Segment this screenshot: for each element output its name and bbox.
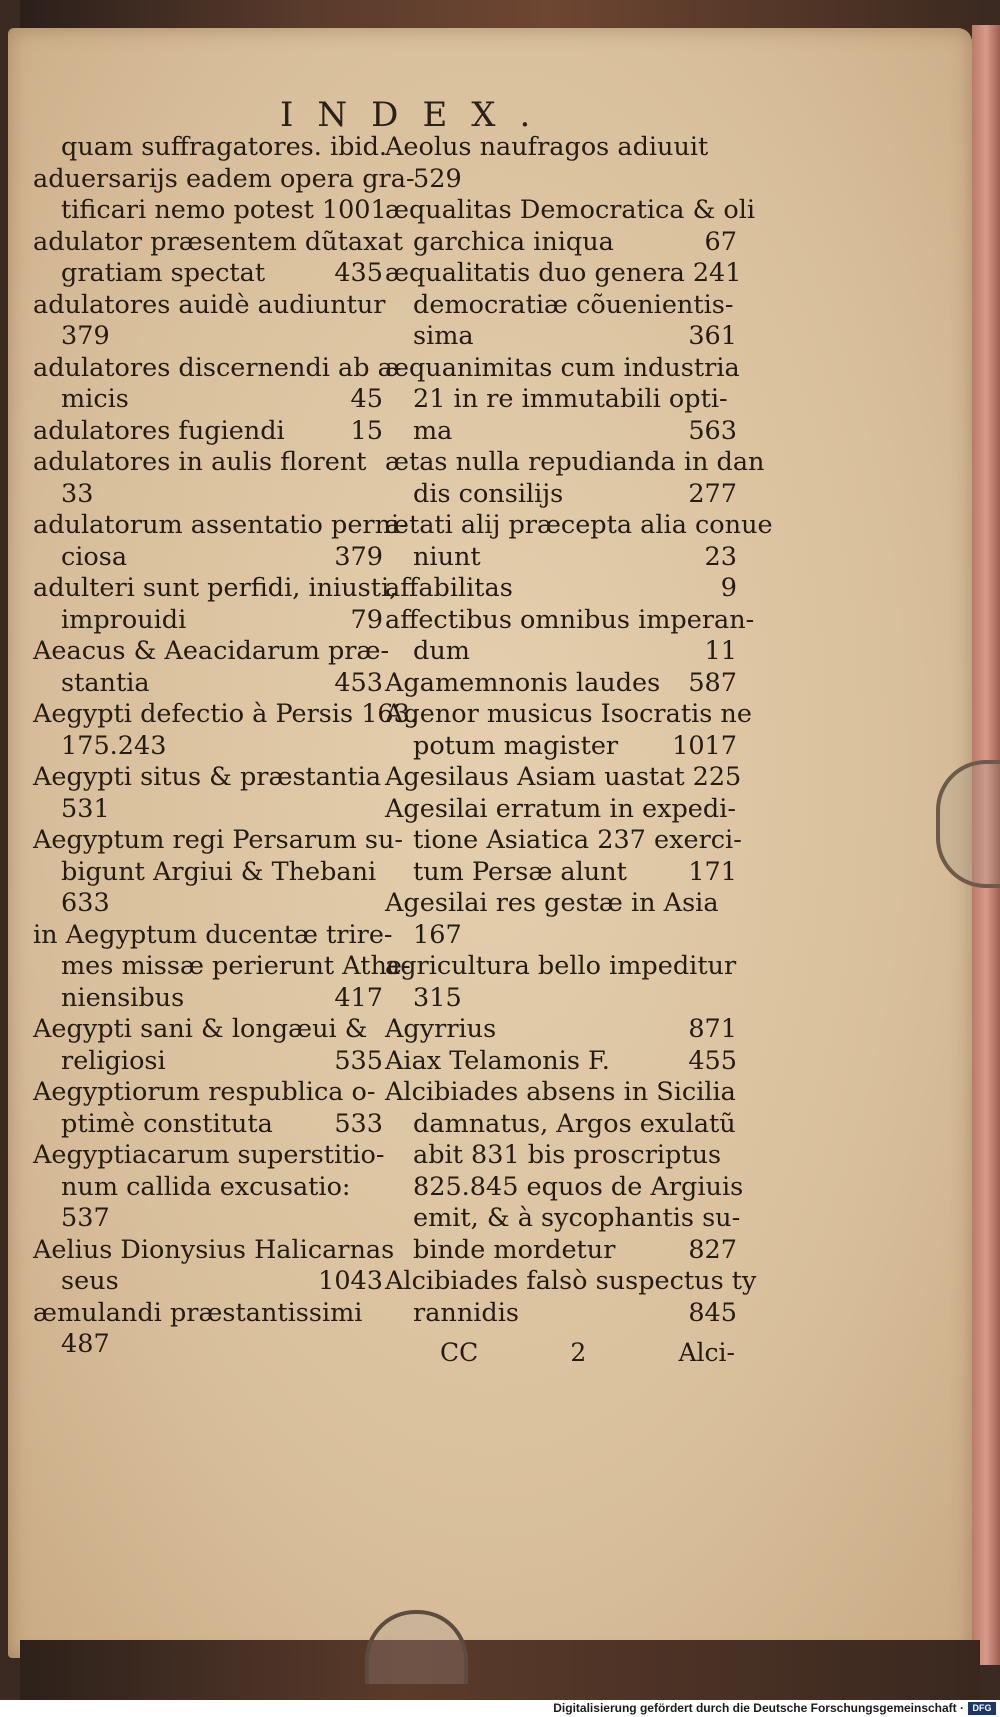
index-line	[385, 321, 737, 353]
index-page-number	[740, 1203, 748, 1235]
index-line	[385, 604, 755, 637]
index-page-number: 361	[688, 321, 737, 351]
index-line	[33, 352, 402, 385]
page-header: INDEX.	[280, 95, 555, 135]
index-entry-text: Agesilaus Asiam uastat	[385, 762, 685, 792]
index-line	[385, 1109, 737, 1141]
index-entry-text: Alcibiades absens in Sicilia	[385, 1077, 736, 1107]
index-entry-text: abit 831 bis proscriptus	[413, 1140, 722, 1170]
index-entry-text: Aiax Telamonis F.	[385, 1045, 610, 1076]
index-line	[33, 479, 383, 511]
index-page-number	[729, 164, 737, 196]
index-line	[33, 762, 383, 794]
index-line	[385, 983, 737, 1015]
index-entry-text: tione Asiatica 237 exerci-	[413, 825, 742, 855]
index-page-number	[736, 1109, 744, 1141]
index-page-number	[736, 1077, 744, 1109]
index-page-number: 587	[688, 667, 737, 698]
index-page-number	[729, 384, 737, 416]
index-entry-text: mes missæ perierunt Athe-	[61, 951, 411, 981]
index-line	[385, 857, 737, 889]
index-entry-text: 315	[413, 982, 462, 1013]
index-line	[33, 699, 418, 731]
index-page-number	[376, 1077, 384, 1109]
index-entry-text: adulatores auidè audiuntur	[33, 289, 386, 320]
index-page-number	[773, 510, 781, 542]
index-line	[385, 1298, 737, 1330]
index-page-number: 171	[688, 856, 737, 887]
index-line	[385, 1266, 757, 1298]
index-page-number: 67	[704, 226, 737, 257]
index-line	[33, 447, 383, 479]
index-entry-text: æmulandi præstantissimi	[33, 1297, 363, 1328]
index-line	[385, 352, 740, 385]
index-page-number: 417	[334, 982, 383, 1013]
index-entry-text: ætas nulla repudianda in dan	[385, 447, 765, 477]
index-page-number	[375, 479, 383, 511]
index-page-number: 845	[688, 1297, 737, 1328]
index-line	[33, 1140, 383, 1172]
index-line	[385, 479, 737, 511]
index-page-number	[375, 731, 383, 763]
index-line	[33, 542, 383, 574]
index-line	[33, 919, 393, 952]
index-line	[33, 1234, 395, 1267]
funding-credit: Digitalisierung gefördert durch die Deutsche Forschungsgemeinschaft ·	[553, 1701, 964, 1715]
index-line	[33, 888, 383, 920]
index-line	[385, 542, 737, 574]
index-line	[33, 605, 383, 637]
index-entry-text: garchica iniqua	[413, 226, 614, 257]
binding-bottom	[20, 1640, 980, 1700]
index-page-number: 453	[334, 667, 383, 698]
index-line	[385, 416, 737, 448]
index-page-number	[756, 1266, 764, 1298]
index-entry-text: Aegyptiorum respublica o-	[33, 1077, 376, 1107]
index-line	[385, 888, 737, 920]
index-entry-text: 379	[61, 321, 110, 351]
index-entry-text: 487	[61, 1329, 110, 1359]
index-line	[33, 1172, 383, 1204]
index-entry-text: 167	[413, 919, 462, 950]
index-page-number: 435	[334, 258, 383, 288]
signature-mark: CC	[440, 1338, 479, 1367]
index-column-right	[385, 132, 773, 1329]
index-page-number: 1001	[321, 195, 387, 225]
index-line	[385, 132, 737, 164]
index-line	[385, 227, 737, 259]
index-page-number	[729, 983, 737, 1015]
index-page-number: 9	[720, 573, 737, 603]
index-entry-text: affectibus omnibus imperan-	[385, 604, 755, 635]
index-page-number: 277	[688, 478, 737, 509]
index-line	[33, 731, 383, 763]
index-line	[385, 699, 752, 731]
index-entry-text: micis	[61, 384, 129, 414]
index-page-number	[375, 888, 383, 920]
index-line	[33, 384, 383, 416]
index-page-number: 11	[704, 636, 737, 666]
index-page-number	[742, 825, 750, 857]
index-line	[385, 1235, 737, 1267]
index-page-number: 79	[350, 604, 383, 635]
index-page-number: 535	[334, 1045, 383, 1076]
index-entry-text: adulatores fugiendi	[33, 415, 285, 446]
index-line	[33, 1329, 383, 1361]
index-entry-text: affabilitas	[385, 573, 513, 603]
index-entry-text: 531	[61, 793, 110, 824]
index-page-number	[375, 447, 383, 479]
index-line	[385, 825, 742, 857]
footer-bar	[0, 1700, 1000, 1717]
index-line	[385, 573, 737, 605]
index-page-number: 1043	[318, 1266, 383, 1296]
index-page-number: 23	[704, 541, 737, 572]
index-line	[33, 132, 388, 164]
index-line	[385, 920, 737, 952]
index-line	[33, 1109, 383, 1141]
index-page-number	[729, 1140, 737, 1172]
index-page-number	[729, 920, 737, 952]
index-line	[33, 258, 383, 290]
index-line	[33, 1014, 383, 1046]
index-line	[33, 951, 411, 983]
index-entry-text: 633	[61, 888, 110, 918]
index-line	[33, 825, 403, 857]
index-page-number	[752, 699, 760, 731]
index-line	[385, 1171, 744, 1204]
index-entry-text: niunt	[413, 541, 481, 572]
index-entry-text: ciosa	[61, 541, 128, 572]
index-line	[33, 794, 383, 826]
index-entry-text: æquanimitas cum industria	[385, 352, 740, 383]
index-page-number	[375, 321, 383, 353]
index-entry-text: Agyrrius	[385, 1014, 497, 1044]
index-entry-text: aduersarijs eadem opera gra-	[33, 163, 415, 194]
index-page-number	[375, 1172, 383, 1204]
index-line	[33, 668, 383, 700]
index-line	[385, 510, 773, 542]
index-line	[385, 1046, 737, 1078]
index-entry-text: improuidi	[61, 604, 187, 635]
index-entry-text: tum Persæ alunt	[413, 856, 627, 887]
index-entry-text: Agenor musicus Isocratis ne	[385, 699, 752, 729]
index-line	[385, 447, 765, 479]
index-page-number: 241	[692, 258, 742, 288]
index-page-number	[740, 353, 748, 385]
index-entry-text: Aegypti defectio à Persis 163.	[33, 699, 418, 729]
index-page-number: 45	[350, 384, 383, 414]
index-entry-text: in Aegyptum ducentæ trire-	[33, 919, 393, 950]
index-entry-text: sima	[413, 321, 474, 351]
index-page-number: 533	[334, 1108, 383, 1139]
index-entry-text: ma	[413, 415, 453, 446]
index-entry-text: stantia	[61, 667, 150, 698]
index-entry-text: Aegypti situs & præstantia	[33, 762, 382, 792]
catchword: Alci-	[678, 1338, 735, 1367]
index-entry-text: Aegyptiacarum superstitio-	[33, 1140, 385, 1170]
index-entry-text: adulator præsentem dũtaxat	[33, 226, 403, 257]
index-page-number	[736, 951, 744, 983]
index-entry-text: adulteri sunt perfidi, iniusti,	[33, 573, 398, 603]
index-line	[33, 321, 383, 353]
index-entry-text: 33	[61, 478, 94, 509]
index-entry-text: adulatorum assentatio perni-	[33, 510, 408, 540]
index-line	[385, 1014, 737, 1046]
index-entry-text: 537	[61, 1203, 110, 1233]
index-entry-text: potum magister	[413, 730, 619, 761]
index-entry-text: emit, & à sycophantis su-	[413, 1203, 741, 1233]
index-entry-text: Alcibiades falsò suspectus ty	[385, 1266, 757, 1296]
index-entry-text: gratiam spectat	[61, 258, 266, 288]
index-entry-text: 825.845 equos de Argiuis	[413, 1171, 744, 1202]
index-page-number	[375, 1203, 383, 1235]
index-entry-text: æqualitas Democratica & oli	[385, 195, 756, 225]
index-entry-text: bigunt Argiui & Thebani	[61, 856, 377, 887]
index-line	[33, 1077, 383, 1109]
index-entry-text: Aegyptum regi Persarum su-	[33, 825, 403, 855]
index-entry-text: ætati alij præcepta alia conue	[385, 510, 773, 540]
index-entry-text: Agesilai erratum in expedi-	[385, 793, 736, 824]
index-page-number: 871	[688, 1014, 737, 1044]
index-line	[385, 1203, 741, 1235]
index-line	[385, 384, 737, 416]
index-line	[33, 163, 415, 196]
index-entry-text: niensibus	[61, 982, 185, 1013]
index-entry-text: adulatores in aulis florent	[33, 447, 367, 477]
index-line	[385, 195, 756, 227]
index-entry-text: binde mordetur	[413, 1234, 616, 1265]
index-line	[385, 290, 737, 322]
index-entry-text: Agamemnonis laudes	[385, 667, 661, 698]
index-line	[385, 794, 737, 826]
index-line	[385, 668, 737, 700]
index-line	[385, 762, 742, 794]
index-entry-text: 175.243	[61, 730, 167, 761]
index-line	[33, 289, 386, 322]
index-line	[33, 857, 383, 889]
index-line	[33, 573, 398, 605]
index-entry-text: quam suffragatores. ibid.	[61, 132, 388, 162]
index-line	[385, 164, 737, 196]
index-page-number	[375, 794, 383, 826]
index-line	[385, 258, 742, 290]
index-entry-text: adulatores discernendi ab a-	[33, 352, 402, 383]
index-page-number	[754, 605, 762, 637]
index-page-number	[764, 447, 772, 479]
index-entry-text: Aeolus naufragos adiuuit	[385, 132, 709, 162]
index-column-left	[33, 132, 418, 1361]
index-entry-text: 529	[413, 163, 462, 194]
index-line	[33, 983, 383, 1015]
index-line	[385, 1077, 737, 1109]
index-page-number	[729, 888, 737, 920]
index-page-number: 455	[688, 1045, 737, 1076]
index-entry-text: Agesilai res gestæ in Asia	[385, 888, 719, 918]
index-entry-text: Aegypti sani & longæui &	[33, 1014, 368, 1044]
index-entry-text: dum	[413, 636, 470, 666]
index-page-number	[376, 857, 384, 889]
index-line	[33, 1266, 383, 1298]
index-page-number: 379	[334, 541, 383, 572]
index-line	[385, 731, 737, 763]
index-entry-text: num callida excusatio:	[61, 1171, 351, 1202]
index-page-number: 225	[692, 762, 742, 792]
index-page-number	[743, 1172, 751, 1204]
dfg-logo: DFG	[968, 1702, 996, 1715]
index-entry-text: democratiæ cõuenientis-	[413, 289, 734, 320]
index-entry-text: tificari nemo potest	[61, 195, 314, 225]
index-page-number: 1017	[672, 730, 737, 761]
index-entry-text: 21 in re immutabili opti-	[413, 384, 728, 414]
index-line	[33, 1046, 383, 1078]
index-line	[385, 1140, 737, 1172]
index-entry-text: religiosi	[61, 1045, 166, 1076]
index-entry-text: rannidis	[413, 1297, 519, 1328]
index-page-number	[736, 794, 744, 826]
index-entry-text: Aeacus & Aeacidarum præ-	[33, 636, 390, 666]
index-entry-text: ptimè constituta	[61, 1108, 273, 1139]
index-page-number: 15	[350, 415, 383, 446]
index-entry-text: æqualitatis duo genera	[385, 258, 685, 288]
index-line	[33, 1203, 383, 1235]
index-line	[33, 226, 403, 259]
index-line	[385, 636, 737, 668]
index-line	[385, 951, 737, 983]
index-page-number: 563	[688, 415, 737, 446]
index-line	[33, 1298, 383, 1330]
index-page-number	[755, 195, 763, 227]
index-page-number: 827	[688, 1234, 737, 1265]
index-entry-text: seus	[61, 1266, 119, 1296]
leaf-number: 2	[570, 1338, 587, 1367]
index-page-number	[733, 290, 741, 322]
index-entry-text: dis consilijs	[413, 478, 564, 509]
index-line	[33, 195, 387, 227]
index-page-number	[375, 1329, 383, 1361]
index-page-number	[729, 132, 737, 164]
index-line	[33, 416, 383, 448]
index-line	[33, 636, 390, 668]
index-page-number	[375, 1298, 383, 1330]
index-entry-text: agricultura bello impeditur	[385, 951, 737, 981]
index-entry-text: damnatus, Argos exulatũ	[413, 1108, 736, 1139]
index-line	[33, 510, 408, 542]
index-entry-text: Aelius Dionysius Halicarnas	[33, 1234, 395, 1265]
index-page-number	[375, 1014, 383, 1046]
catchline	[440, 1338, 735, 1370]
